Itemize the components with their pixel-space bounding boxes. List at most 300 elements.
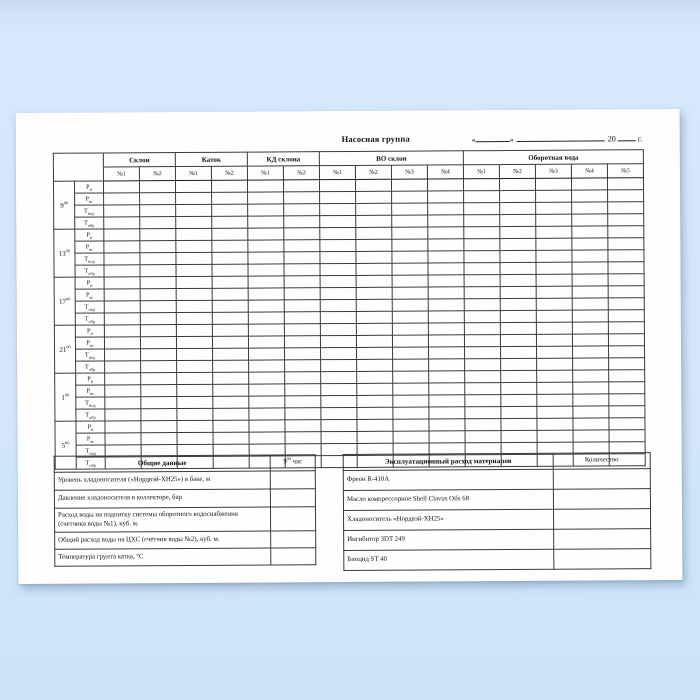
- value-cell: [141, 409, 177, 421]
- value-cell: [536, 262, 572, 274]
- general-time-header: $9^{00}$ час: [270, 455, 315, 471]
- value-cell: [104, 337, 140, 349]
- value-cell: [429, 359, 465, 371]
- value-cell: [608, 238, 644, 250]
- value-cell: [320, 299, 356, 311]
- value-cell: [500, 202, 536, 214]
- value-cell: [393, 419, 429, 431]
- value-cell: [320, 215, 356, 227]
- value-cell: [320, 311, 356, 323]
- value-cell: [140, 313, 176, 325]
- pump-number-header: №3: [535, 164, 571, 178]
- value-cell: [393, 347, 429, 359]
- general-data-table: [54, 454, 317, 567]
- value-cell: [429, 407, 465, 419]
- material-row-label: Биоцид ST 40: [344, 549, 554, 570]
- value-cell: [464, 251, 500, 263]
- value-cell: [465, 359, 501, 371]
- pump-number-header: №4: [571, 164, 607, 178]
- pump-number-header: №2: [283, 166, 319, 180]
- material-row-value: [554, 529, 651, 550]
- value-cell: [176, 264, 212, 276]
- value-cell: [248, 288, 284, 300]
- material-row-label: Хладоноситель «Нордвэй-ХН25»: [344, 509, 554, 530]
- value-cell: [320, 239, 356, 251]
- value-cell: [177, 420, 213, 432]
- value-cell: [248, 216, 284, 228]
- value-cell: [140, 325, 176, 337]
- value-cell: [285, 432, 321, 444]
- parameter-cell: $Р_{вс}$: [76, 385, 105, 397]
- value-cell: [572, 190, 608, 202]
- value-cell: [104, 265, 140, 277]
- value-cell: [285, 360, 321, 372]
- value-cell: [285, 420, 321, 432]
- value-cell: [285, 384, 321, 396]
- value-cell: [428, 251, 464, 263]
- value-cell: [321, 419, 357, 431]
- value-cell: [211, 180, 247, 192]
- value-cell: [249, 384, 285, 396]
- value-cell: [537, 430, 573, 442]
- value-cell: [105, 373, 141, 385]
- value-cell: [464, 191, 500, 203]
- value-cell: [572, 274, 608, 286]
- value-cell: [573, 358, 609, 370]
- value-cell: [536, 178, 572, 190]
- value-cell: [391, 179, 427, 191]
- value-cell: [285, 396, 321, 408]
- value-cell: [213, 432, 249, 444]
- value-cell: [212, 336, 248, 348]
- time-cell: $1^{00}$: [55, 373, 76, 421]
- date-close-quote: »: [509, 134, 514, 145]
- time-cell: $17^{00}$: [54, 277, 75, 325]
- value-cell: [573, 418, 609, 430]
- value-cell: [393, 371, 429, 383]
- value-cell: [177, 396, 213, 408]
- value-cell: [285, 408, 321, 420]
- value-cell: [320, 275, 356, 287]
- value-cell: [572, 286, 608, 298]
- value-cell: [608, 226, 644, 238]
- value-cell: [284, 228, 320, 240]
- date-line: [472, 133, 664, 144]
- parameter-cell: $Р_{вс}$: [75, 241, 104, 253]
- value-cell: [356, 191, 392, 203]
- value-cell: [429, 395, 465, 407]
- parameter-cell: $Р_{вс}$: [75, 289, 104, 301]
- value-cell: [104, 205, 140, 217]
- value-cell: [537, 346, 573, 358]
- value-cell: [176, 300, 212, 312]
- value-cell: [536, 334, 572, 346]
- general-row-value: [270, 507, 315, 531]
- value-cell: [105, 349, 141, 361]
- value-cell: [501, 406, 537, 418]
- value-cell: [104, 277, 140, 289]
- general-row-label: Уровень хладоносителя («Нордвэй-ХН25») в баке, м: [54, 471, 270, 490]
- value-cell: [105, 433, 141, 445]
- value-cell: [500, 310, 536, 322]
- value-cell: [572, 262, 608, 274]
- value-cell: [536, 310, 572, 322]
- value-cell: [177, 372, 213, 384]
- value-cell: [103, 181, 139, 193]
- parameter-cell: $Р_н$: [74, 181, 103, 193]
- value-cell: [392, 251, 428, 263]
- value-cell: [356, 335, 392, 347]
- value-cell: [212, 228, 248, 240]
- group-header: Склон: [103, 153, 175, 167]
- value-cell: [428, 323, 464, 335]
- value-cell: [248, 264, 284, 276]
- value-cell: [212, 288, 248, 300]
- parameter-cell: $Т_{обр}$: [75, 313, 104, 325]
- value-cell: [249, 360, 285, 372]
- value-cell: [573, 406, 609, 418]
- value-cell: [537, 370, 573, 382]
- value-cell: [464, 263, 500, 275]
- parameter-cell: $Т_{под}$: [75, 301, 104, 313]
- material-row-label: Ингибитор 3DT 249: [344, 529, 554, 550]
- general-row-value: [271, 548, 316, 565]
- value-cell: [500, 262, 536, 274]
- value-cell: [356, 203, 392, 215]
- value-cell: [320, 227, 356, 239]
- time-cell: $21^{00}$: [54, 325, 75, 373]
- value-cell: [392, 263, 428, 275]
- value-cell: [140, 265, 176, 277]
- value-cell: [428, 311, 464, 323]
- value-cell: [321, 407, 357, 419]
- value-cell: [428, 275, 464, 287]
- value-cell: [140, 229, 176, 241]
- value-cell: [609, 370, 645, 382]
- value-cell: [572, 238, 608, 250]
- parameter-cell: $Т_{под}$: [75, 205, 104, 217]
- value-cell: [464, 239, 500, 251]
- value-cell: [248, 204, 284, 216]
- value-cell: [392, 287, 428, 299]
- value-cell: [464, 275, 500, 287]
- value-cell: [573, 346, 609, 358]
- value-cell: [357, 359, 393, 371]
- value-cell: [393, 407, 429, 419]
- value-cell: [248, 312, 284, 324]
- pump-number-header: №2: [499, 164, 535, 178]
- value-cell: [176, 324, 212, 336]
- value-cell: [356, 311, 392, 323]
- value-cell: [104, 313, 140, 325]
- value-cell: [537, 358, 573, 370]
- value-cell: [393, 431, 429, 443]
- group-header: Оборотная вода: [463, 150, 643, 165]
- value-cell: [140, 277, 176, 289]
- value-cell: [321, 371, 357, 383]
- value-cell: [104, 253, 140, 265]
- value-cell: [392, 227, 428, 239]
- value-cell: [284, 240, 320, 252]
- material-row-value: [553, 469, 650, 490]
- page-title: Насосная группа: [341, 133, 410, 145]
- pump-number-header: №1: [247, 166, 283, 180]
- value-cell: [213, 408, 249, 420]
- value-cell: [429, 347, 465, 359]
- value-cell: [284, 204, 320, 216]
- value-cell: [176, 228, 212, 240]
- value-cell: [284, 324, 320, 336]
- value-cell: [536, 226, 572, 238]
- value-cell: [464, 287, 500, 299]
- value-cell: [357, 407, 393, 419]
- value-cell: [283, 180, 319, 192]
- value-cell: [608, 274, 644, 286]
- value-cell: [284, 312, 320, 324]
- value-cell: [176, 336, 212, 348]
- document-page: [16, 109, 683, 584]
- materials-rows: [343, 469, 651, 571]
- general-row-label: Давление хладоносителя в коллекторе, бар: [54, 489, 270, 508]
- value-cell: [141, 421, 177, 433]
- value-cell: [573, 394, 609, 406]
- value-cell: [104, 193, 140, 205]
- value-cell: [104, 289, 140, 301]
- value-cell: [104, 229, 140, 241]
- value-cell: [105, 421, 141, 433]
- value-cell: [609, 430, 645, 442]
- value-cell: [609, 418, 645, 430]
- value-cell: [536, 202, 572, 214]
- value-cell: [176, 276, 212, 288]
- value-cell: [392, 311, 428, 323]
- value-cell: [357, 419, 393, 431]
- group-header: Каток: [175, 152, 247, 166]
- value-cell: [428, 203, 464, 215]
- parameter-cell: $Т_{обр}$: [76, 457, 105, 469]
- value-cell: [320, 263, 356, 275]
- value-cell: [356, 251, 392, 263]
- value-cell: [536, 238, 572, 250]
- value-cell: [356, 263, 392, 275]
- value-cell: [572, 202, 608, 214]
- value-cell: [356, 275, 392, 287]
- value-cell: [464, 179, 500, 191]
- value-cell: [247, 180, 283, 192]
- pump-log-table: [53, 149, 646, 470]
- materials-table: [343, 452, 652, 571]
- general-row-value: [270, 471, 315, 489]
- value-cell: [392, 323, 428, 335]
- value-cell: [105, 409, 141, 421]
- value-cell: [500, 250, 536, 262]
- value-cell: [429, 431, 465, 443]
- value-cell: [176, 216, 212, 228]
- value-cell: [609, 406, 645, 418]
- value-cell: [536, 250, 572, 262]
- value-cell: [464, 335, 500, 347]
- value-cell: [501, 382, 537, 394]
- value-cell: [536, 274, 572, 286]
- parameter-cell: $Р_{вс}$: [75, 337, 104, 349]
- general-row-label: Расход воды на подпитку системы оборотного водоснабжения (счетчика воды №1), куб. м.: [54, 507, 270, 532]
- pump-number-header: №1: [103, 167, 139, 181]
- value-cell: [392, 335, 428, 347]
- value-cell: [212, 204, 248, 216]
- pump-number-header: №2: [355, 165, 391, 179]
- value-cell: [284, 192, 320, 204]
- material-row-label: Фреон R-410A: [343, 469, 553, 490]
- value-cell: [608, 322, 644, 334]
- value-cell: [213, 420, 249, 432]
- value-cell: [356, 299, 392, 311]
- value-cell: [500, 274, 536, 286]
- value-cell: [320, 335, 356, 347]
- value-cell: [321, 347, 357, 359]
- value-cell: [608, 178, 644, 190]
- value-cell: [500, 334, 536, 346]
- value-cell: [248, 252, 284, 264]
- value-cell: [105, 397, 141, 409]
- materials-title: Эксплуатационный расход материалов: [343, 453, 553, 470]
- value-cell: [572, 322, 608, 334]
- value-cell: [429, 419, 465, 431]
- value-cell: [140, 205, 176, 217]
- value-cell: [212, 192, 248, 204]
- value-cell: [572, 226, 608, 238]
- value-cell: [141, 433, 177, 445]
- pump-number-header: №1: [319, 165, 355, 179]
- pump-number-header: №3: [391, 165, 427, 179]
- date-era-label: г.: [637, 134, 643, 144]
- value-cell: [141, 349, 177, 361]
- value-cell: [213, 396, 249, 408]
- value-cell: [465, 431, 501, 443]
- value-cell: [176, 288, 212, 300]
- value-cell: [537, 382, 573, 394]
- value-cell: [284, 288, 320, 300]
- date-open-quote: «: [471, 135, 476, 145]
- pump-number-header: №2: [211, 166, 247, 180]
- value-cell: [608, 298, 644, 310]
- value-cell: [212, 324, 248, 336]
- value-cell: [608, 334, 644, 346]
- value-cell: [500, 178, 536, 190]
- parameter-cell: $Т_{под}$: [76, 349, 105, 361]
- value-cell: [500, 322, 536, 334]
- value-cell: [536, 214, 572, 226]
- value-cell: [464, 203, 500, 215]
- value-cell: [321, 383, 357, 395]
- pump-number-header: №1: [175, 166, 211, 180]
- time-cell: $9^{00}$: [53, 181, 74, 229]
- value-cell: [141, 397, 177, 409]
- value-cell: [572, 310, 608, 322]
- value-cell: [464, 311, 500, 323]
- parameter-cell: $Т_{обр}$: [76, 361, 105, 373]
- value-cell: [176, 312, 212, 324]
- value-cell: [501, 418, 537, 430]
- value-cell: [464, 323, 500, 335]
- value-cell: [608, 286, 644, 298]
- value-cell: [357, 431, 393, 443]
- value-cell: [536, 298, 572, 310]
- value-cell: [392, 239, 428, 251]
- material-row-value: [553, 509, 650, 530]
- materials-qty-header: Количество: [553, 453, 650, 470]
- value-cell: [465, 371, 501, 383]
- value-cell: [320, 203, 356, 215]
- value-cell: [285, 348, 321, 360]
- value-cell: [248, 228, 284, 240]
- material-row-value: [553, 489, 650, 510]
- value-cell: [392, 215, 428, 227]
- value-cell: [320, 287, 356, 299]
- general-data-title: Общие данные: [54, 455, 270, 472]
- parameter-cell: $Т_{под}$: [76, 397, 105, 409]
- value-cell: [356, 227, 392, 239]
- value-cell: [392, 191, 428, 203]
- value-cell: [501, 430, 537, 442]
- value-cell: [249, 396, 285, 408]
- value-cell: [248, 324, 284, 336]
- value-cell: [213, 348, 249, 360]
- value-cell: [249, 432, 285, 444]
- value-cell: [249, 372, 285, 384]
- value-cell: [212, 276, 248, 288]
- value-cell: [356, 287, 392, 299]
- value-cell: [284, 276, 320, 288]
- value-cell: [140, 337, 176, 349]
- value-cell: [465, 419, 501, 431]
- value-cell: [536, 190, 572, 202]
- value-cell: [321, 431, 357, 443]
- value-cell: [392, 299, 428, 311]
- material-row-label: Масло компрессорное Shell Clavus Oils 68: [343, 489, 553, 510]
- parameter-cell: $Р_н$: [75, 325, 104, 337]
- value-cell: [212, 300, 248, 312]
- date-year-prefix: 20: [607, 134, 616, 144]
- value-cell: [572, 298, 608, 310]
- value-cell: [609, 346, 645, 358]
- pump-number-header: №4: [427, 165, 463, 179]
- value-cell: [284, 300, 320, 312]
- value-cell: [140, 253, 176, 265]
- value-cell: [248, 336, 284, 348]
- time-cell: $13^{00}$: [54, 229, 75, 277]
- parameter-cell: $Т_{под}$: [75, 253, 104, 265]
- parameter-cell: $Р_{вс}$: [75, 193, 104, 205]
- value-cell: [500, 286, 536, 298]
- value-cell: [177, 432, 213, 444]
- value-cell: [212, 264, 248, 276]
- value-cell: [284, 252, 320, 264]
- value-cell: [427, 179, 463, 191]
- value-cell: [212, 252, 248, 264]
- value-cell: [357, 371, 393, 383]
- value-cell: [428, 335, 464, 347]
- time-cell: $5^{00}$: [55, 421, 76, 469]
- group-header: КД склона: [247, 152, 319, 166]
- value-cell: [536, 286, 572, 298]
- value-cell: [356, 215, 392, 227]
- value-cell: [608, 190, 644, 202]
- value-cell: [428, 227, 464, 239]
- value-cell: [500, 298, 536, 310]
- value-cell: [428, 239, 464, 251]
- value-cell: [176, 252, 212, 264]
- group-header: ВО склон: [319, 151, 463, 166]
